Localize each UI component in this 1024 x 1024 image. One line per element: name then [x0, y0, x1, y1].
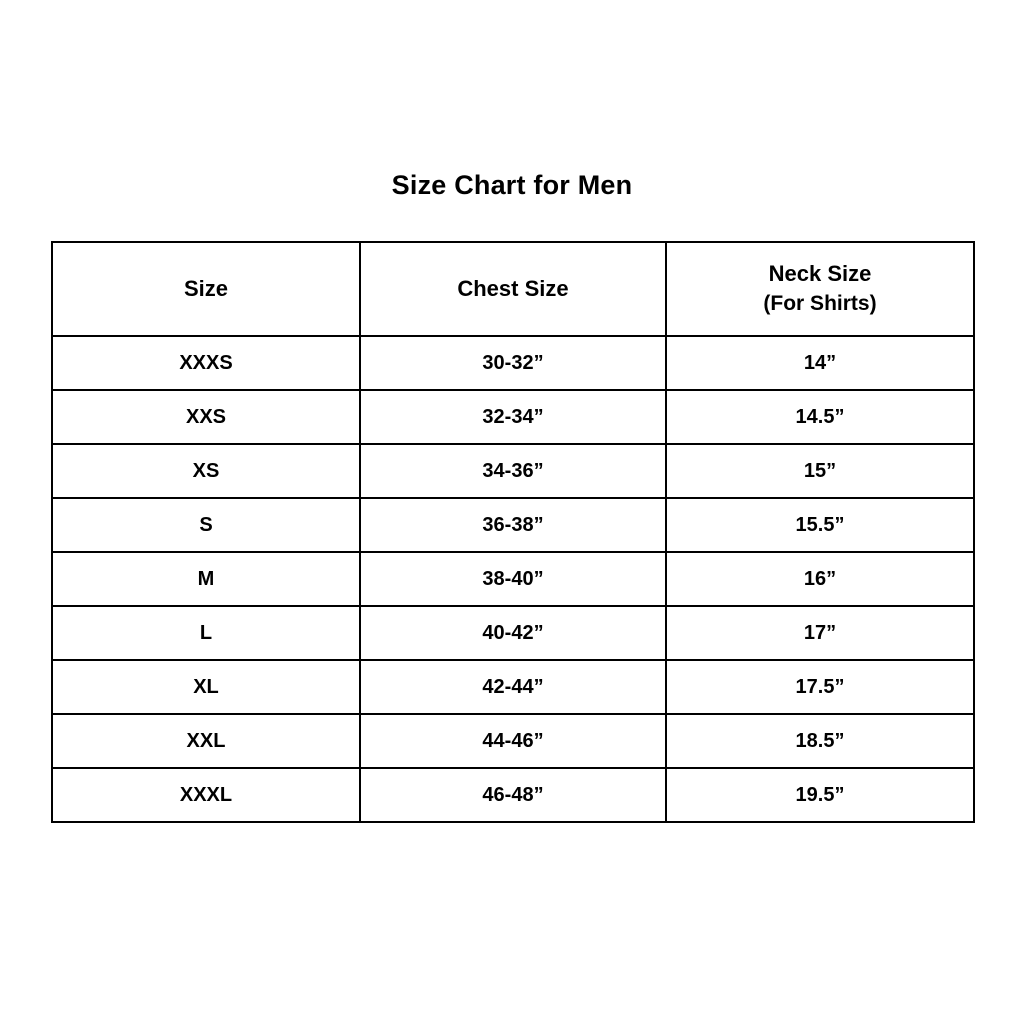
- column-header-neck-size-subtitle: (For Shirts): [763, 292, 877, 315]
- table-body: [52, 336, 974, 822]
- table-row: [52, 390, 974, 444]
- cell-neck-size: 14”: [666, 336, 974, 390]
- cell-size: XXXS: [52, 336, 360, 390]
- cell-chest-size: 36-38”: [360, 498, 666, 552]
- page-title: Size Chart for Men: [391, 170, 633, 200]
- cell-chest-size: 46-48”: [360, 768, 666, 822]
- table-row: [52, 336, 974, 390]
- column-header-chest-size: [360, 242, 666, 336]
- column-header-size-label: Size: [183, 276, 229, 301]
- cell-chest-size: 44-46”: [360, 714, 666, 768]
- column-header-neck-size: [666, 242, 974, 336]
- cell-size: XXL: [52, 714, 360, 768]
- cell-chest-size: 30-32”: [360, 336, 666, 390]
- cell-neck-size: 14.5”: [666, 390, 974, 444]
- cell-neck-size: 16”: [666, 552, 974, 606]
- cell-size: S: [52, 498, 360, 552]
- table-row: [52, 552, 974, 606]
- table-row: [52, 660, 974, 714]
- table-header: [52, 242, 974, 336]
- table-row: [52, 498, 974, 552]
- column-header-neck-size-label: Neck Size: [768, 261, 872, 286]
- table-header-row: [52, 242, 974, 336]
- column-header-size: [52, 242, 360, 336]
- cell-chest-size: 38-40”: [360, 552, 666, 606]
- table-row: [52, 606, 974, 660]
- cell-size: M: [52, 552, 360, 606]
- cell-size: L: [52, 606, 360, 660]
- cell-chest-size: 34-36”: [360, 444, 666, 498]
- cell-chest-size: 42-44”: [360, 660, 666, 714]
- table-row: [52, 714, 974, 768]
- cell-neck-size: 15”: [666, 444, 974, 498]
- cell-neck-size: 17”: [666, 606, 974, 660]
- cell-neck-size: 17.5”: [666, 660, 974, 714]
- cell-neck-size: 18.5”: [666, 714, 974, 768]
- column-header-chest-size-label: Chest Size: [457, 276, 569, 301]
- cell-chest-size: 32-34”: [360, 390, 666, 444]
- cell-size: XXXL: [52, 768, 360, 822]
- cell-size: XXS: [52, 390, 360, 444]
- cell-size: XL: [52, 660, 360, 714]
- cell-size: XS: [52, 444, 360, 498]
- size-chart-table: [51, 241, 975, 823]
- table-row: [52, 444, 974, 498]
- cell-neck-size: 19.5”: [666, 768, 974, 822]
- table-row: [52, 768, 974, 822]
- cell-chest-size: 40-42”: [360, 606, 666, 660]
- cell-neck-size: 15.5”: [666, 498, 974, 552]
